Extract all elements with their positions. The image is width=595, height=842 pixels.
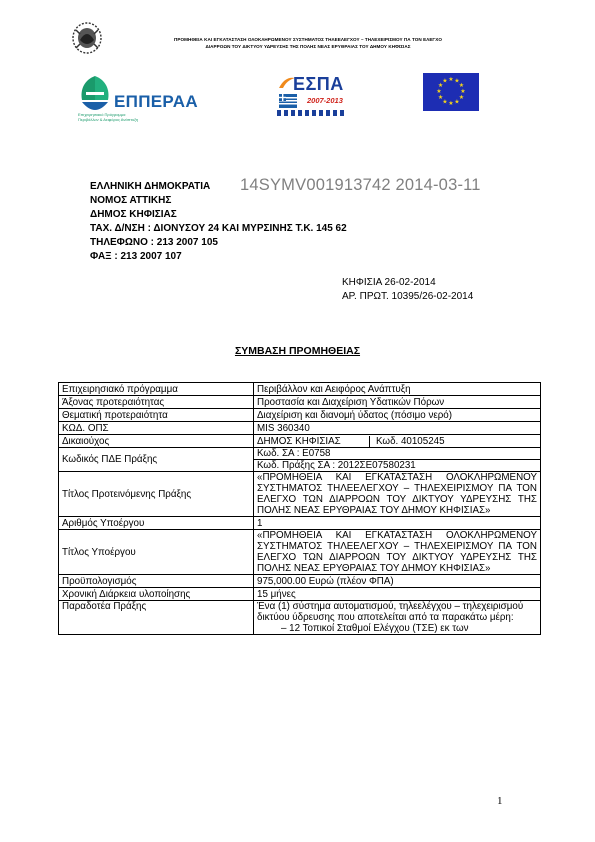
espa-bar-decoration <box>277 110 347 116</box>
eu-flag-icon <box>423 73 479 111</box>
table-label: Δικαιούχος <box>59 435 254 448</box>
table-row <box>59 422 541 435</box>
svg-text:★: ★ <box>437 94 444 101</box>
table-label: Παραδοτέα Πράξης <box>59 601 254 635</box>
epperaa-subtitle: Επιχειρησιακό Πρόγραμμα Περιβάλλον & Αειφόρος Ανάπτυξη <box>78 112 139 122</box>
document-date: ΚΗΦΙΣΙΑ 26-02-2014 <box>342 277 436 288</box>
svg-text:★: ★ <box>460 88 466 95</box>
table-value <box>254 435 541 448</box>
table-value: 15 μήνες <box>254 588 541 601</box>
page-title <box>0 345 595 357</box>
svg-text:★: ★ <box>436 88 442 95</box>
svg-text:★: ★ <box>442 77 448 85</box>
svg-text:★: ★ <box>454 77 460 85</box>
table-value: Περιβάλλον και Αειφόρος Ανάπτυξη <box>254 383 541 396</box>
table-row <box>59 517 541 530</box>
sender-fax: ΦΑΞ : 213 2007 107 <box>90 251 182 262</box>
table-row <box>59 435 541 448</box>
table-value: «ΠΡΟΜΗΘΕΙΑ ΚΑΙ ΕΓΚΑΤΑΣΤΑΣΗ ΟΛΟΚΛΗΡΩΜΕΝΟΥ ΣΥΣΤΗΜΑΤΟΣ ΤΗΛΕΕΛΕΓΧΟΥ – ΤΗΛΕΧΕΙΡΙΣΜΟΥ ΠΑ ΤΟΝ ΕΛΕΓΧΟ ΤΩΝ ΔΙΑΡΡΟΩΝ ΤΟΥ ΔΙΚΤΥΟΥ ΥΔΡΕΥΣΗΣ ΤΗΣ ΠΟΛΗΣ ΝΕΑΣ ΕΡΥΘΡΑΙΑΣ ΤΟΥ ΔΗΜΟΥ ΚΗΦΙΣΙΑΣ» <box>254 472 541 517</box>
ada-stamp: 14SYMV001913742 2014-03-11 <box>240 176 481 194</box>
table-label: Επιχειρησιακό πρόγραμμα <box>59 383 254 396</box>
table-value <box>254 448 541 472</box>
table-row <box>59 601 541 635</box>
svg-text:★: ★ <box>442 98 448 106</box>
beneficiary-split <box>257 436 537 447</box>
table-label: Τίτλος Υποέργου <box>59 530 254 575</box>
beneficiary-code: Κωδ. 40105245 <box>376 435 445 447</box>
sender-prefecture: ΝΟΜΟΣ ΑΤΤΙΚΗΣ <box>90 195 172 206</box>
table-value: 1 <box>254 517 541 530</box>
table-value: MIS 360340 <box>254 422 541 435</box>
sender-country: ΕΛΛΗΝΙΚΗ ΔΗΜΟΚΡΑΤΙΑ <box>90 181 211 192</box>
table-row <box>59 530 541 575</box>
svg-text:★: ★ <box>448 100 454 107</box>
table-label: Τίτλος Προτεινόμενης Πράξης <box>59 472 254 517</box>
header-line-1: ΠΡΟΜΗΘΕΙΑ ΚΑΙ ΕΓΚΑΤΑΣΤΑΣΗ ΟΛΟΚΛΗΡΩΜΕΝΟΥ ΣΥΣΤΗΜΑΤΟΣ ΤΗΛΕΕΛΕΓΧΟΥ – ΤΗΛΕΧΕΙΡΙΣΜΟΥ ΠΑ ΤΟΝ ΕΛΕΓΧΟ <box>174 37 442 42</box>
svg-text:★: ★ <box>458 82 465 89</box>
table-label: Αριθμός Υποέργου <box>59 517 254 530</box>
table-label: Χρονική Διάρκεια υλοποίησης <box>59 588 254 601</box>
sender-phone: ΤΗΛΕΦΩΝΟ : 213 2007 105 <box>90 237 218 248</box>
table-value: «ΠΡΟΜΗΘΕΙΑ ΚΑΙ ΕΓΚΑΤΑΣΤΑΣΗ ΟΛΟΚΛΗΡΩΜΕΝΟΥ ΣΥΣΤΗΜΑΤΟΣ ΤΗΛΕΕΛΕΓΧΟΥ – ΤΗΛΕΧΕΙΡΙΣΜΟΥ ΠΑ ΤΟΝ ΕΛΕΓΧΟ ΤΩΝ ΔΙΑΡΡΟΩΝ ΤΟΥ ΔΙΚΤΥΟΥ ΥΔΡΕΥΣΗΣ ΤΗΣ ΠΟΛΗΣ ΝΕΑΣ ΕΡΥΘΡΑΙΑΣ ΤΟΥ ΔΗΜΟΥ ΚΗΦΙΣΙΑΣ» <box>254 530 541 575</box>
sender-address: ΤΑΧ. Δ/ΝΣΗ : ΔΙΟΝΥΣΟΥ 24 ΚΑΙ ΜΥΡΣΙΝΗΣ Τ.Κ. 145 62 <box>90 223 347 234</box>
protocol-number: ΑΡ. ΠΡΩΤ. 10395/26-02-2014 <box>342 291 474 302</box>
epperaa-wordmark: ΕΠΠΕΡΑΑ <box>114 92 198 111</box>
table-row <box>59 409 541 422</box>
espa-wordmark: ΕΣΠΑ <box>293 74 344 94</box>
page-number: 1 <box>497 795 503 807</box>
date-block <box>342 276 473 304</box>
table-value: Προστασία και Διαχείριση Υδατικών Πόρων <box>254 396 541 409</box>
eu-stars-icon <box>423 73 479 111</box>
greek-flag-icon <box>279 94 297 108</box>
deliverables-text: Ένα (1) σύστημα αυτοματισμού, τηλεελέγχου – τηλεχειρισμού δικτύου ύδρευσης που αποτελείται από τα παρακάτω μέρη: <box>257 601 524 623</box>
epperaa-logo <box>78 72 198 122</box>
table-label: Προϋπολογισμός <box>59 575 254 588</box>
table-value: 975,000.00 Ευρώ (πλέον ΦΠΑ) <box>254 575 541 588</box>
table-row <box>59 588 541 601</box>
page-title-text: ΣΥΜΒΑΣΗ ΠΡΟΜΗΘΕΙΑΣ <box>234 345 361 357</box>
contract-info-table <box>58 382 541 635</box>
table-label: Άξονας προτεραιότητας <box>59 396 254 409</box>
table-row <box>59 575 541 588</box>
table-row <box>59 448 541 472</box>
table-label: Θεματική προτεραιότητα <box>59 409 254 422</box>
svg-text:★: ★ <box>454 98 460 106</box>
table-value <box>254 601 541 635</box>
svg-text:★: ★ <box>437 82 444 89</box>
seal-emblem-icon <box>70 20 104 56</box>
table-row <box>59 383 541 396</box>
pde-code-sa: Κωδ. ΣΑ : Ε0758 <box>254 448 540 460</box>
beneficiary-name: ΔΗΜΟΣ ΚΗΦΙΣΙΑΣ <box>257 436 370 447</box>
table-row <box>59 396 541 409</box>
table-value: Διαχείριση και διανομή ύδατος (πόσιμο νερό) <box>254 409 541 422</box>
header-line-2: ΔΙΑΡΡΟΩΝ ΤΟΥ ΔΙΚΤΥΟΥ ΥΔΡΕΥΣΗΣ ΤΗΣ ΠΟΛΗΣ ΝΕΑΣ ΕΡΥΘΡΑΙΑΣ ΤΟΥ ΔΗΜΟΥ ΚΗΦΙΣΙΑΣ <box>205 44 411 49</box>
espa-logo <box>277 74 355 118</box>
svg-text:★: ★ <box>448 76 454 83</box>
sender-municipality: ΔΗΜΟΣ ΚΗΦΙΣΙΑΣ <box>90 209 177 220</box>
table-row <box>59 472 541 517</box>
document-header <box>118 36 498 50</box>
espa-years: 2007-2013 <box>307 96 343 105</box>
pde-code-action: Κωδ. Πράξης ΣΑ : 2012ΣΕ07580231 <box>257 460 416 471</box>
svg-text:★: ★ <box>458 94 465 101</box>
deliverables-item: – 12 Τοπικοί Σταθμοί Ελέγχου (ΤΣΕ) εκ των <box>281 623 469 634</box>
table-label: Κωδικός ΠΔΕ Πράξης <box>59 448 254 472</box>
table-label: ΚΩΔ. ΟΠΣ <box>59 422 254 435</box>
